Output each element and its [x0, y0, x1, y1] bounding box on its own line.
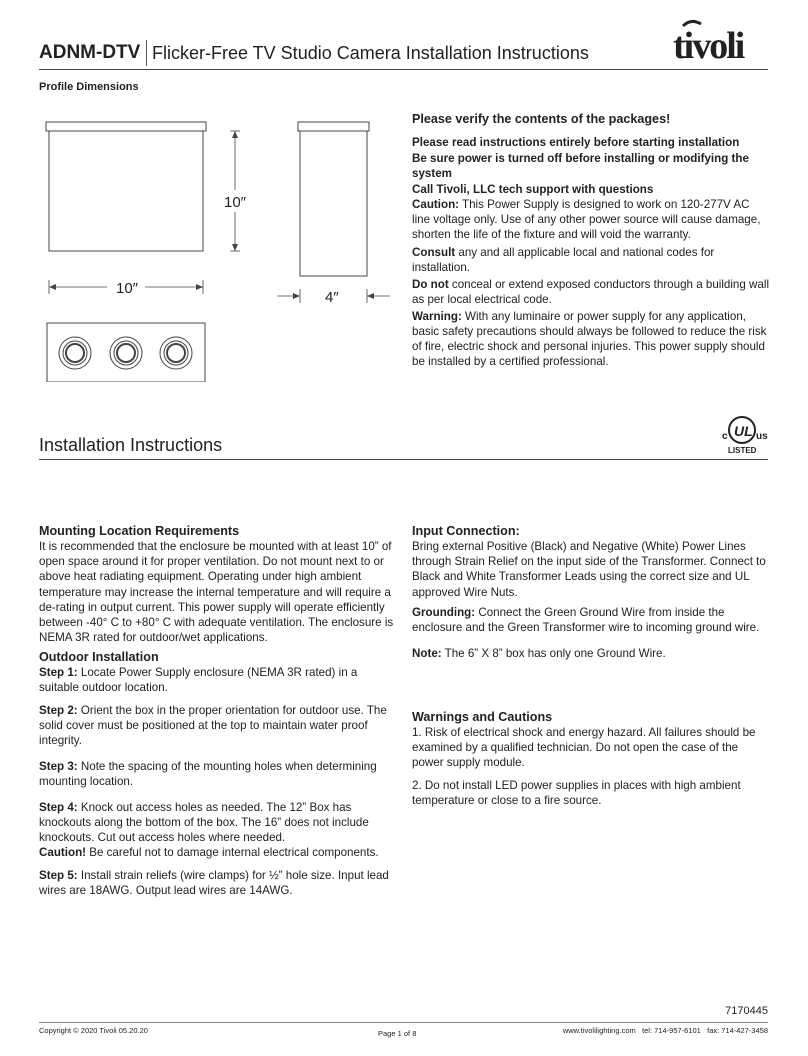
depth-dimension-label: 4″ [325, 289, 339, 306]
profile-dimensions-diagram [39, 112, 399, 382]
model-number: ADNM-DTV [39, 42, 141, 63]
step-2: Step 2: Orient the box in the proper orientation for outdoor use. The solid cover must be positioned at the top to maintain water proof integrity. [39, 704, 387, 748]
note-paragraph: Note: The 6” X 8” box has only one Ground Wire. [412, 647, 666, 660]
document-title: Flicker-Free TV Studio Camera Installation Instructions [152, 43, 589, 63]
warning-item-1: 1. Risk of electrical shock and energy hazard. All failures should be examined by a qualified technician. Do not open the case of the power supply module. [412, 726, 756, 770]
ul-letters: UL [734, 423, 753, 439]
mounting-heading: Mounting Location Requirements [39, 524, 240, 538]
ul-listed-text: LISTED [728, 446, 757, 455]
profile-dimensions-label: Profile Dimensions [39, 81, 139, 93]
front-view-lid [46, 122, 206, 131]
telephone: tel: 714-957-6101 [642, 1026, 701, 1035]
side-view-lid [298, 122, 369, 131]
tivoli-logo [673, 16, 773, 66]
outdoor-section [39, 649, 397, 695]
logo-text: tivoli [673, 25, 744, 66]
warning-item-2: 2. Do not install LED power supplies in places with high ambient temperature or close to a fire source. [412, 779, 741, 808]
bottom-view-box [47, 323, 205, 382]
ul-c-letter: c [722, 431, 728, 442]
height-dimension-label: 10″ [224, 194, 246, 211]
side-view-box [300, 131, 367, 276]
copyright: Copyright © 2020 Tivoli 05.20.20 [39, 1026, 148, 1035]
step-4-caution: Caution! Be careful not to damage internal electrical components. [39, 846, 379, 860]
step-1: Step 1: Locate Power Supply enclosure (NEMA 3R rated) in a suitable outdoor location. [39, 666, 358, 695]
footer-rule [39, 1022, 768, 1023]
step-5: Step 5: Install strain reliefs (wire clamps) for ½” hole size. Input lead wires are 18AWG. Output lead wires are 14AWG. [39, 869, 389, 898]
caution-paragraph: Caution: This Power Supply is designed to work on 120-277V AC line voltage only. Use of any other power source will cause damage, shorten the life of the fixture and will void the warranty. [412, 198, 761, 242]
ul-us-letters: us [756, 431, 768, 442]
tech-support-note: Call Tivoli, LLC tech support with questions [412, 183, 654, 196]
input-connection-heading: Input Connection: [412, 524, 520, 538]
header-separator [146, 40, 147, 66]
grounding-paragraph: Grounding: Connect the Green Ground Wire from inside the enclosure and the Green Transformer wire to incoming ground wire. [412, 606, 760, 635]
header-rule [39, 69, 768, 70]
warnings-section [412, 709, 770, 771]
fax: fax: 714-427-3458 [707, 1026, 768, 1035]
do-not-paragraph: Do not conceal or extend exposed conductors through a building wall as per local electrical code. [412, 278, 770, 307]
mounting-section [39, 523, 397, 645]
step-3: Step 3: Note the spacing of the mounting holes when determining mounting location. [39, 760, 377, 789]
outdoor-heading: Outdoor Installation [39, 650, 159, 664]
page-number: Page 1 of 8 [378, 1029, 417, 1038]
ul-listed-mark [720, 414, 772, 458]
consult-paragraph: Consult any and all applicable local and national codes for installation. [412, 246, 715, 275]
read-instructions-note: Please read instructions entirely before starting installation [412, 136, 740, 149]
contact-info [552, 1026, 768, 1035]
website-link[interactable]: www.tivolilighting.com [562, 1026, 636, 1035]
step-4: Step 4: Knock out access holes as needed. The 12” Box has knockouts along the bottom of the box. The 16” does not include knockouts. Cut out access holes where needed. Caution! Be careful not to damage internal electrical components. [39, 800, 397, 860]
input-connection-section [412, 523, 770, 600]
mounting-text: It is recommended that the enclosure be mounted with at least 10” of open space around it for proper ventilation. Do not mount next to or above heat radiating equipment. Operating under high ambient temperature may increase the internal temperature and will require a de-rating in output current. This power supply will operate efficiently between -40° C to +80° C with adequate ventilation. The enclosure is NEMA 3R rated for outdoor/wet applications. [39, 540, 394, 644]
verify-heading: Please verify the contents of the packages! [412, 112, 671, 126]
warning-paragraph: Warning: With any luminaire or power supply for any application, basic safety precautions should always be followed to reduce the risk of fire, electric shock and personal injuries. This power supply should be installed by a certified professional. [412, 310, 767, 369]
document-number: 7170445 [725, 1005, 768, 1017]
installation-heading: Installation Instructions [39, 435, 223, 455]
installation-rule [39, 459, 768, 460]
front-view-box [49, 131, 203, 251]
width-dimension-label: 10″ [116, 280, 138, 297]
power-off-note: Be sure power is turned off before installing or modifying the system [412, 152, 749, 181]
input-connection-text: Bring external Positive (Black) and Negative (White) Power Lines through Strain Relief on the input side of the Transformer. Connect to Black and White Transformer Leads using the correct size and UL approved Wire Nuts. [412, 540, 766, 599]
warnings-heading: Warnings and Cautions [412, 710, 553, 724]
